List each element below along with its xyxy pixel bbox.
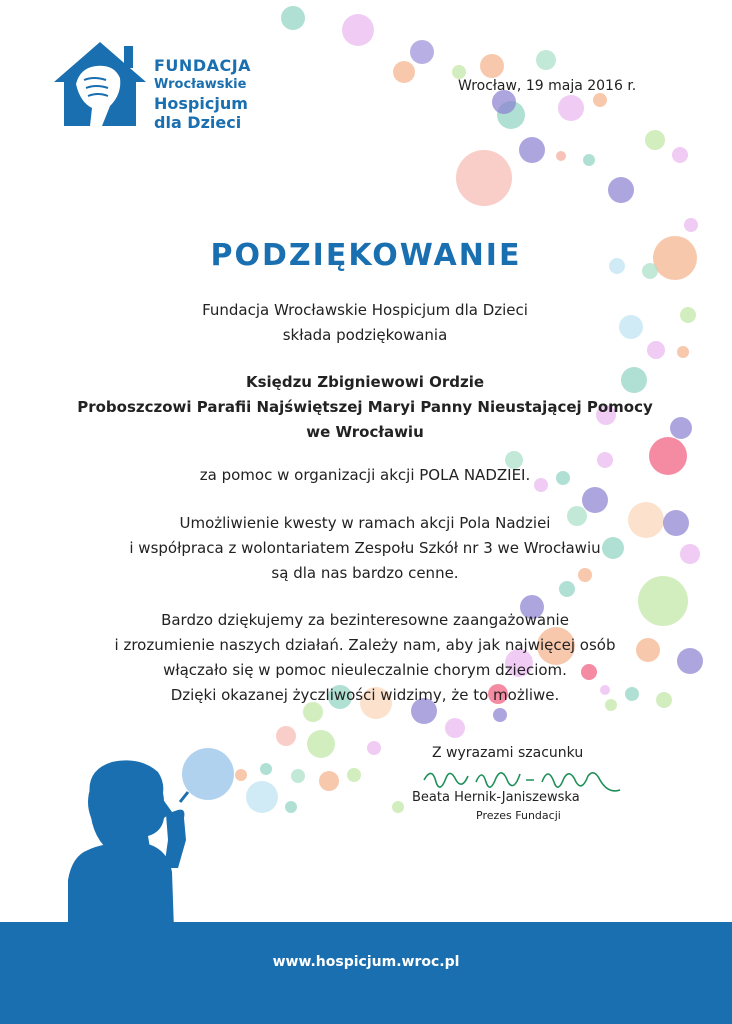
bubble [680,544,700,564]
bubble [276,726,296,746]
reason-text: za pomoc w organizacji akcji POLA NADZIEI. [199,466,531,484]
footer-band [0,922,732,1024]
bubble [456,150,512,206]
bubble [452,65,466,79]
para2-line-2: i zrozumienie naszych działań. Zależy nam, aby jak najwięcej osób [114,636,616,654]
bubble [536,50,556,70]
bubble [556,151,566,161]
bubble [672,147,688,163]
bubble [347,768,361,782]
page-title: PODZIĘKOWANIE [210,238,522,273]
bubble [593,93,607,107]
bubble [493,708,507,722]
bubble [558,95,584,121]
bubble [291,769,305,783]
signatory-role: Prezes Fundacji [476,809,561,822]
bubble [519,137,545,163]
para2-line-1: Bardzo dziękujemy za bezinteresowne zaangażowanie [161,611,569,629]
intro-line-2: składa podziękowania [282,326,448,344]
bubble [645,130,665,150]
child-blowing-bubbles-icon [68,740,268,930]
bubble [285,801,297,813]
bubble [684,218,698,232]
footer-website-link[interactable]: www.hospicjum.wroc.pl [272,954,460,970]
bubble [445,718,465,738]
para1-line-2: i współpraca z wolontariatem Zespołu Szkół nr 3 we Wrocławiu [129,539,601,557]
bubble [367,741,381,755]
bubble [342,14,374,46]
org-line-1: FUNDACJA [154,56,252,75]
recipient-block [60,370,670,445]
bubble [608,177,634,203]
bubble [677,346,689,358]
organization-name [154,56,251,132]
org-line-2: Wrocławskie [154,77,247,92]
para2-line-3: włączało się w pomoc nieuleczalnie chorym dzieciom. [163,661,567,679]
paragraph-2 [60,608,670,708]
org-line-4: dla Dzieci [154,113,242,132]
bubble [480,54,504,78]
letter-date: Wrocław, 19 maja 2016 r. [458,78,637,94]
intro-block [60,298,670,348]
bubble [680,307,696,323]
bubble [670,417,692,439]
bubble [410,40,434,64]
closing-text: Z wyrazami szacunku [432,745,584,761]
org-line-3: Hospicjum [154,94,248,113]
bubble [392,801,404,813]
intro-line-1: Fundacja Wrocławskie Hospicjum dla Dzieci [202,301,528,319]
bubble [281,6,305,30]
recipient-line-2: Proboszczowi Parafii Najświętszej Maryi Panny Nieustającej Pomocy [77,398,653,416]
paragraph-1 [60,511,670,586]
recipient-line-3: we Wrocławiu [306,423,424,441]
bubble [307,730,335,758]
para1-line-3: są dla nas bardzo cenne. [271,564,459,582]
bubble [319,771,339,791]
house-hand-logo-icon [50,38,150,130]
signatory-name: Beata Hernik-Janiszewska [412,790,580,805]
bubble [583,154,595,166]
bubble [582,487,608,513]
bubble [677,648,703,674]
para1-line-1: Umożliwienie kwesty w ramach akcji Pola Nadziei [179,514,551,532]
recipient-line-1: Księdzu Zbigniewowi Ordzie [245,373,485,391]
para2-line-4: Dzięki okazanej życzliwości widzimy, że to możliwe. [170,686,560,704]
bubble [393,61,415,83]
